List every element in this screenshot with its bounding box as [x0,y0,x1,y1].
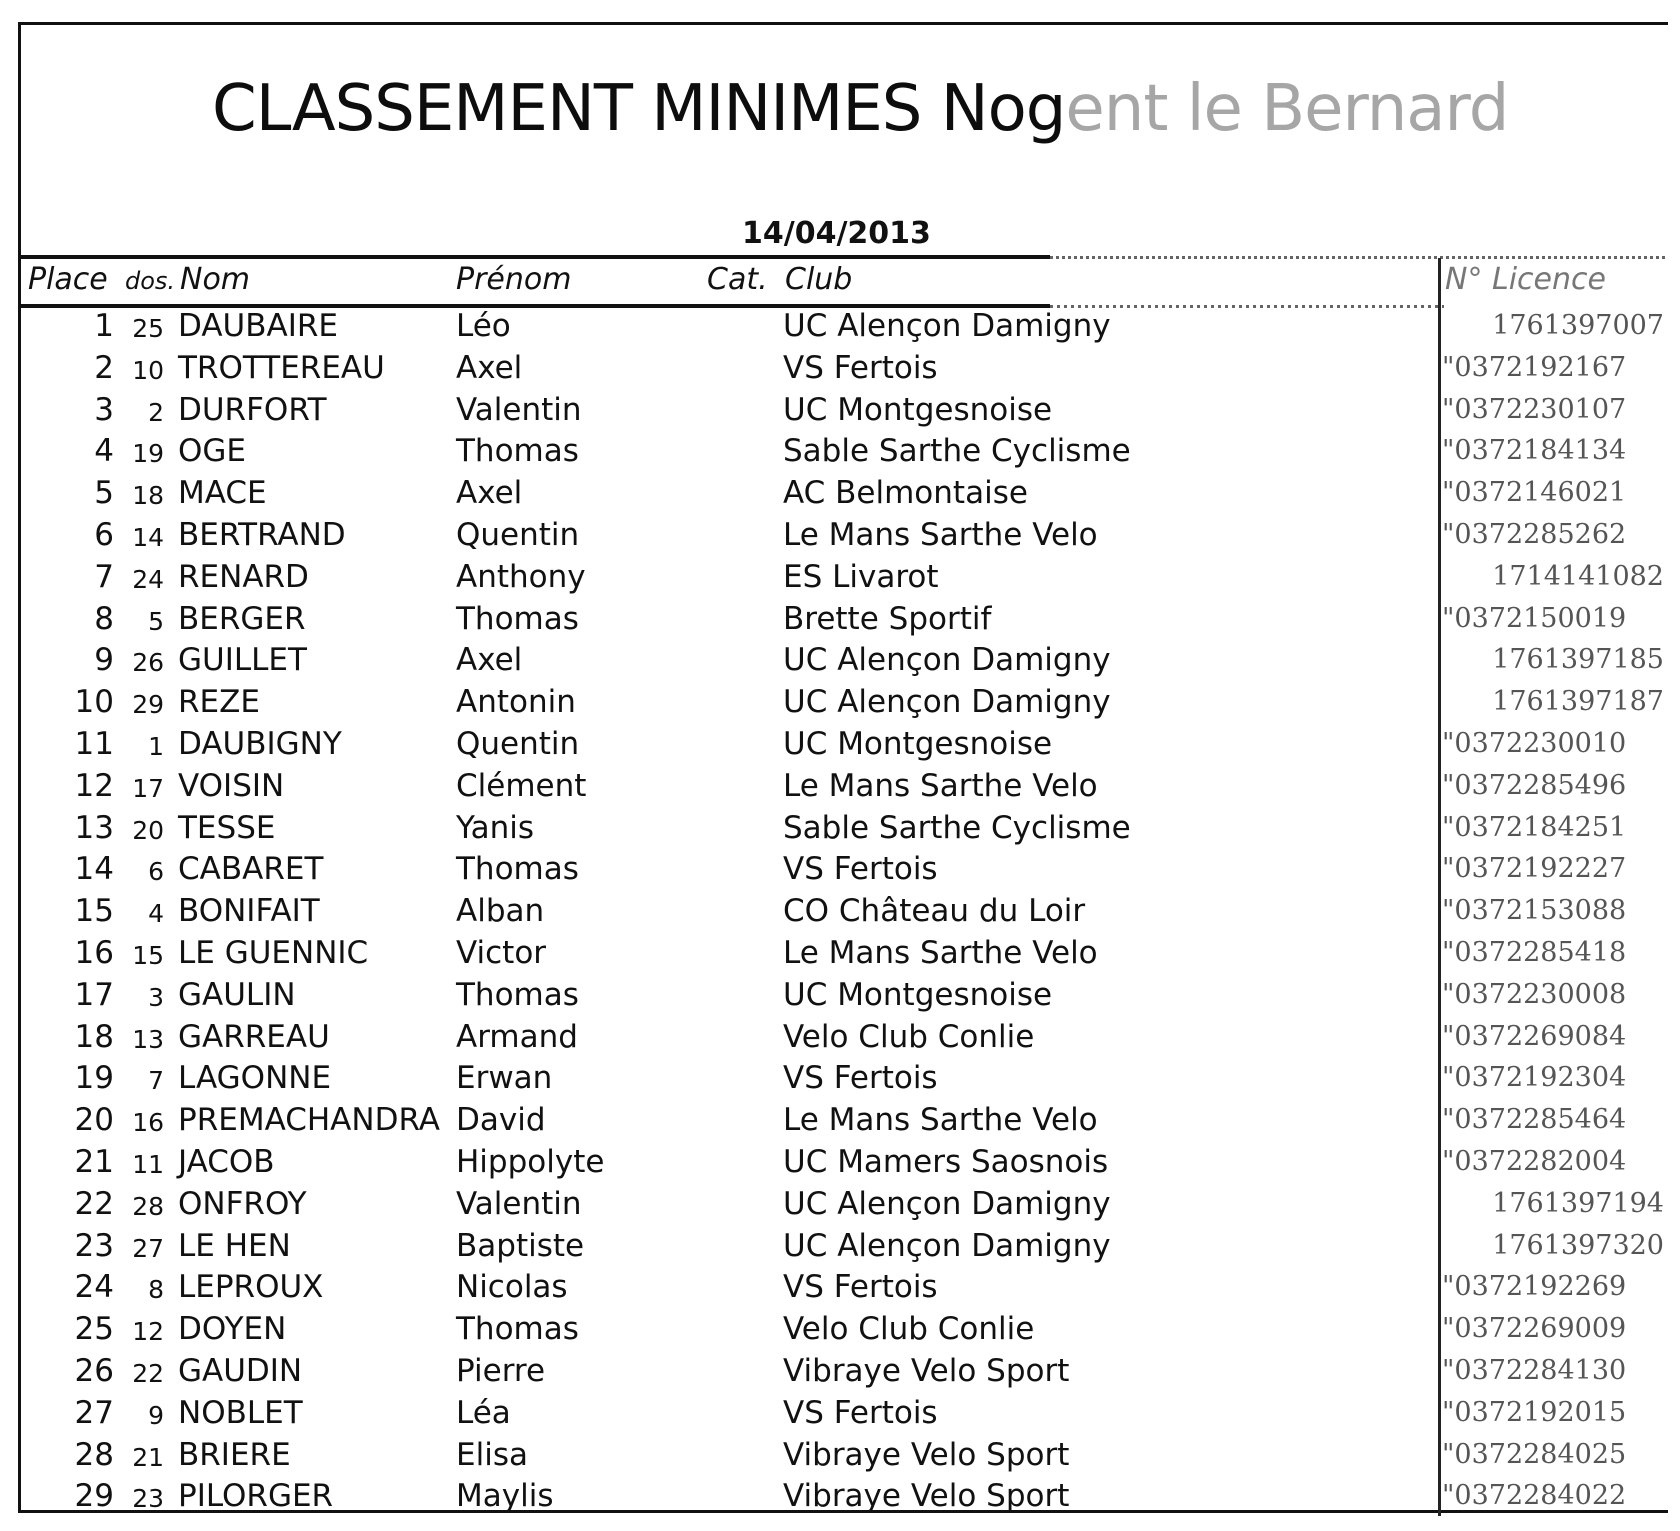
cell-nom: RENARD [178,558,309,595]
table-row [0,1309,1680,1351]
cell-nom: BONIFAIT [178,893,320,930]
cell-place: 8 [94,600,114,637]
cell-prenom: Léa [456,1394,511,1431]
cell-nom: OGE [178,433,247,470]
cell-licence: "0372285418 [1442,937,1627,968]
cell-place: 21 [74,1144,114,1180]
cell-licence: "0372230010 [1442,728,1627,759]
table-row [0,390,1680,432]
cell-place: 17 [74,976,114,1013]
cell-place: 24 [74,1269,114,1306]
cell-nom: JACOB [178,1144,275,1180]
cell-prenom: Valentin [456,391,582,428]
cell-club: UC Alençon Damigny [783,684,1111,721]
table-row [0,1267,1680,1309]
cell-licence: 1761397320 [1492,1229,1664,1261]
cell-nom: NOBLET [178,1394,303,1431]
header-club: Club [785,262,853,297]
cell-prenom: Quentin [456,517,580,553]
table-row [0,766,1680,808]
cell-dos: 25 [132,314,164,343]
cell-place: 5 [94,475,114,512]
cell-nom: VOISIN [178,767,285,804]
table-row [0,933,1680,975]
cell-place: 27 [74,1394,114,1431]
cell-dos: 7 [148,1066,164,1096]
cell-dos: 10 [132,355,164,385]
cell-club: Le Mans Sarthe Velo [783,767,1098,804]
cell-licence: "0372269009 [1442,1313,1627,1345]
cell-club: Vibraye Velo Sport [783,1353,1070,1389]
table-row [0,431,1680,473]
cell-dos: 17 [132,773,164,803]
cell-nom: BERGER [178,600,306,637]
cell-dos: 24 [132,564,164,594]
cell-place: 13 [74,809,114,846]
cell-club: Sable Sarthe Cyclisme [783,433,1131,470]
table-row [0,1226,1680,1268]
title-faded: ent le Bernard [1065,72,1509,146]
cell-nom: DURFORT [178,391,327,428]
cell-dos: 28 [132,1191,164,1221]
cell-nom: GUILLET [178,642,307,679]
cell-club: UC Montgesnoise [783,976,1053,1013]
cell-nom: GARREAU [178,1018,330,1055]
table-row [0,348,1680,390]
cell-club: VS Fertois [783,349,938,386]
cell-place: 4 [94,433,114,470]
cell-licence: "0372269084 [1442,1020,1627,1052]
cell-prenom: Thomas [456,600,579,637]
cell-licence: "0372146021 [1442,477,1627,509]
cell-prenom: Valentin [456,1185,582,1222]
cell-prenom: Thomas [456,976,579,1013]
cell-club: Le Mans Sarthe Velo [783,1102,1098,1139]
cell-licence: 1761397194 [1492,1187,1664,1219]
cell-dos: 20 [132,815,164,845]
cell-place: 20 [74,1102,114,1139]
cell-prenom: David [456,1102,546,1139]
cell-club: UC Alençon Damigny [783,642,1111,679]
cell-nom: LAGONNE [178,1060,332,1097]
cell-club: UC Montgesnoise [783,726,1053,762]
cell-prenom: Victor [456,935,547,971]
cell-prenom: Léo [456,308,511,344]
table-row [0,473,1680,515]
cell-place: 7 [94,558,114,595]
cell-place: 29 [74,1478,114,1515]
cell-nom: BRIERE [178,1436,291,1473]
header-prenom: Prénom [456,262,572,297]
cell-dos: 22 [132,1359,164,1388]
table-row [0,808,1680,850]
cell-licence: "0372284130 [1442,1355,1627,1386]
cell-nom: CABARET [178,851,324,888]
cell-place: 15 [74,893,114,930]
cell-dos: 8 [148,1275,164,1305]
cell-club: VS Fertois [783,1269,938,1306]
cell-dos: 23 [132,1484,164,1514]
cell-nom: LE HEN [178,1227,291,1264]
cell-dos: 14 [132,523,164,552]
cell-club: Le Mans Sarthe Velo [783,517,1098,553]
cell-nom: BERTRAND [178,517,346,553]
cell-place: 1 [94,308,114,344]
cell-nom: GAUDIN [178,1353,303,1389]
cell-dos: 21 [132,1442,164,1472]
cell-dos: 3 [148,982,164,1012]
cell-dos: 16 [132,1108,164,1138]
cell-place: 11 [74,726,114,762]
cell-place: 16 [74,935,114,971]
cell-licence: "0372285464 [1442,1104,1627,1136]
cell-prenom: Anthony [456,558,586,595]
cell-dos: 2 [148,397,164,427]
race-date: 14/04/2013 [742,216,931,251]
cell-club: AC Belmontaise [783,475,1028,512]
cell-prenom: Axel [456,642,523,679]
cell-club: UC Alençon Damigny [783,1227,1111,1264]
cell-club: VS Fertois [783,1394,938,1431]
cell-nom: DAUBIGNY [178,726,342,762]
cell-dos: 18 [132,481,164,511]
page-title [212,72,1508,146]
cell-club: VS Fertois [783,1060,938,1097]
cell-licence: "0372285496 [1442,769,1627,801]
cell-nom: PILORGER [178,1478,334,1515]
cell-prenom: Thomas [456,433,579,470]
table-row [0,515,1680,557]
cell-prenom: Baptiste [456,1227,585,1264]
table-row [0,1100,1680,1142]
cell-dos: 9 [148,1400,164,1430]
cell-licence: "0372285262 [1442,519,1627,550]
cell-place: 6 [94,517,114,553]
cell-place: 2 [94,349,114,386]
cell-prenom: Pierre [456,1353,546,1389]
top-rule [18,255,1050,259]
cell-club: UC Alençon Damigny [783,1185,1111,1222]
cell-place: 28 [74,1436,114,1473]
header-cat: Cat. [707,262,768,297]
table-row [0,891,1680,933]
cell-prenom: Yanis [456,809,535,846]
cell-prenom: Elisa [456,1436,528,1473]
cell-nom: LE GUENNIC [178,935,369,971]
cell-club: UC Mamers Saosnois [783,1144,1109,1180]
cell-dos: 11 [132,1150,164,1179]
header-place: Place [28,262,108,297]
cell-nom: TROTTEREAU [178,349,385,386]
cell-club: CO Château du Loir [783,893,1086,930]
cell-dos: 26 [132,648,164,678]
cell-licence: 1714141082 [1492,560,1664,592]
cell-dos: 27 [132,1233,164,1263]
cell-prenom: Armand [456,1018,578,1055]
table-row [0,724,1680,766]
table-header [0,262,1680,302]
cell-prenom: Erwan [456,1060,553,1097]
cell-dos: 29 [132,690,164,720]
cell-licence: 1761397187 [1492,686,1664,718]
cell-nom: ONFROY [178,1185,307,1222]
cell-place: 25 [74,1311,114,1348]
table-row [0,1058,1680,1100]
cell-place: 12 [74,767,114,804]
table-row [0,640,1680,682]
header-licence: N° Licence [1445,262,1606,297]
cell-nom: MACE [178,475,267,512]
cell-nom: GAULIN [178,976,296,1013]
cell-club: Vibraye Velo Sport [783,1436,1070,1473]
cell-place: 26 [74,1353,114,1389]
cell-prenom: Maylis [456,1478,554,1515]
title-main: CLASSEMENT MINIMES Nog [212,72,1066,146]
cell-nom: PREMACHANDRA [178,1102,440,1139]
cell-place: 19 [74,1060,114,1097]
cell-dos: 5 [148,606,164,636]
table-row [0,557,1680,599]
cell-dos: 15 [132,941,164,970]
cell-prenom: Quentin [456,726,580,762]
cell-licence: "0372230008 [1442,978,1627,1010]
cell-prenom: Axel [456,349,523,386]
cell-prenom: Thomas [456,1311,579,1348]
table-row [0,1476,1680,1518]
cell-licence: "0372192269 [1442,1271,1627,1303]
cell-place: 10 [74,684,114,721]
cell-club: Velo Club Conlie [783,1311,1035,1348]
cell-prenom: Hippolyte [456,1144,605,1180]
cell-dos: 4 [148,899,164,929]
cell-nom: DAUBAIRE [178,308,338,344]
cell-dos: 19 [132,439,164,469]
cell-club: Brette Sportif [783,600,992,637]
cell-licence: 1761397007 [1492,310,1664,341]
cell-nom: LEPROUX [178,1269,324,1306]
cell-licence: "0372192227 [1442,853,1627,885]
cell-licence: "0372192015 [1442,1396,1627,1428]
header-dos: dos. [125,267,176,295]
cell-prenom: Thomas [456,851,579,888]
cell-nom: TESSE [178,809,276,846]
table-row [0,1351,1680,1393]
header-nom: Nom [180,262,251,297]
table-row [0,1184,1680,1226]
cell-club: UC Montgesnoise [783,391,1053,428]
cell-club: Velo Club Conlie [783,1018,1035,1055]
cell-nom: REZE [178,684,260,721]
cell-licence: "0372230107 [1442,393,1627,425]
cell-dos: 1 [148,732,164,761]
cell-club: Sable Sarthe Cyclisme [783,809,1131,846]
cell-prenom: Alban [456,893,545,930]
cell-dos: 6 [148,857,164,887]
cell-licence: "0372282004 [1442,1146,1627,1177]
cell-licence: "0372184251 [1442,811,1627,843]
cell-prenom: Axel [456,475,523,512]
cell-dos: 12 [132,1317,164,1347]
cell-place: 14 [74,851,114,888]
cell-dos: 13 [132,1024,164,1054]
cell-place: 9 [94,642,114,679]
table-row [0,975,1680,1017]
cell-club: ES Livarot [783,558,939,595]
table-row [0,1142,1680,1184]
table-row [0,599,1680,641]
table-row [0,1435,1680,1477]
cell-club: UC Alençon Damigny [783,308,1111,344]
table-row [0,1393,1680,1435]
cell-nom: DOYEN [178,1311,287,1348]
table-row [0,849,1680,891]
cell-licence: "0372150019 [1442,602,1627,634]
cell-licence: "0372184134 [1442,435,1627,467]
cell-prenom: Antonin [456,684,576,721]
table-row [0,682,1680,724]
table-row [0,306,1680,348]
cell-club: Le Mans Sarthe Velo [783,935,1098,971]
cell-licence: "0372153088 [1442,895,1627,927]
cell-prenom: Nicolas [456,1269,568,1306]
cell-club: VS Fertois [783,851,938,888]
cell-licence: "0372192167 [1442,351,1627,383]
cell-licence: "0372284025 [1442,1438,1627,1470]
cell-prenom: Clément [456,767,587,804]
cell-place: 18 [74,1018,114,1055]
cell-club: Vibraye Velo Sport [783,1478,1070,1515]
cell-place: 23 [74,1227,114,1264]
cell-licence: 1761397185 [1492,644,1664,676]
cell-licence: "0372284022 [1442,1480,1627,1512]
cell-place: 3 [94,391,114,428]
table-row [0,1017,1680,1059]
cell-place: 22 [74,1185,114,1222]
cell-licence: "0372192304 [1442,1062,1627,1094]
